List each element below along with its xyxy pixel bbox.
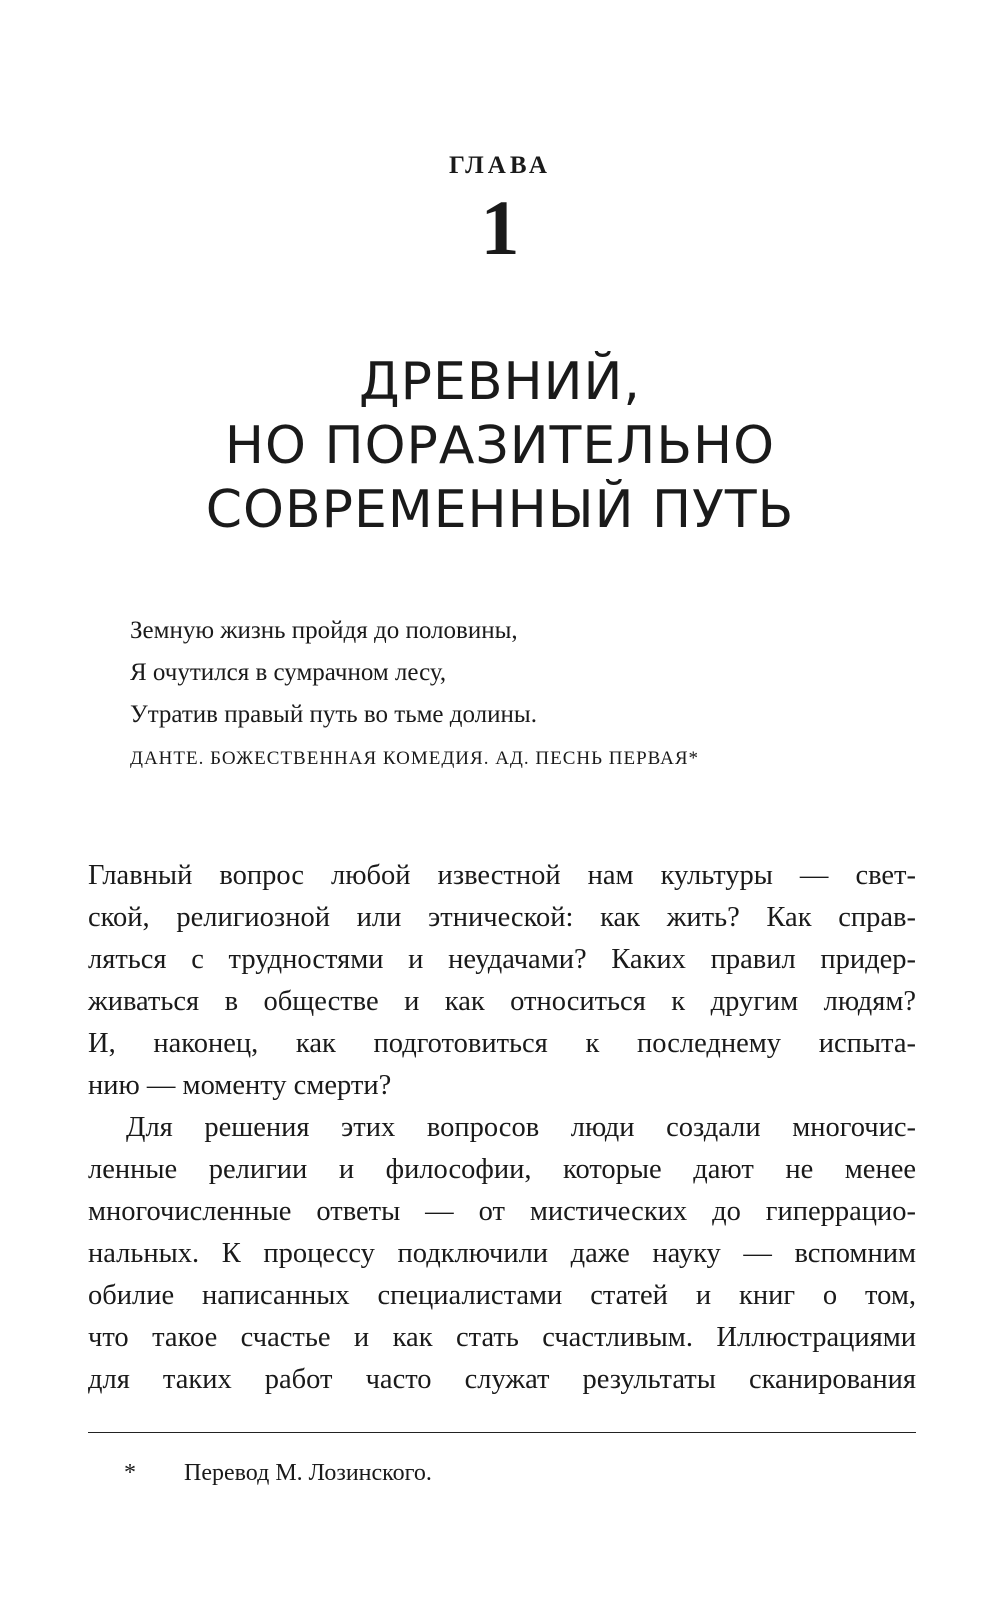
body-line: нию — моменту смерти? bbox=[88, 1070, 392, 1101]
body-line: многочисленные ответы — от мистических до гиперрацио- bbox=[88, 1196, 916, 1227]
chapter-number: 1 bbox=[480, 184, 520, 271]
footnote-divider bbox=[88, 1432, 916, 1433]
footnote bbox=[124, 1460, 432, 1487]
epigraph bbox=[130, 610, 890, 770]
epigraph-verse: Я очутился в сумрачном лесу, bbox=[130, 659, 447, 686]
body-line: для таких работ часто служат результаты сканирования bbox=[88, 1364, 916, 1395]
footnote-mark: * bbox=[124, 1460, 136, 1486]
epigraph-verse: Земную жизнь пройдя до половины, bbox=[130, 617, 518, 644]
epigraph-attribution: ДАНТЕ. БОЖЕСТВЕННАЯ КОМЕДИЯ. АД. ПЕСНЬ ПЕРВАЯ* bbox=[130, 748, 700, 769]
body-line: что такое счастье и как стать счастливым. Иллюстрациями bbox=[88, 1322, 916, 1353]
body-line: И, наконец, как подготовиться к последнему испыта- bbox=[88, 1028, 916, 1059]
epigraph-verse: Утратив правый путь во тьме долины. bbox=[130, 701, 537, 728]
chapter-title bbox=[0, 350, 1000, 542]
chapter-title-line: СОВРЕМЕННЫЙ ПУТЬ bbox=[205, 480, 795, 540]
body-line: ской, религиозной или этнической: как жить? Как справ- bbox=[88, 902, 916, 933]
body-line: ленные религии и философии, которые дают не менее bbox=[88, 1154, 916, 1185]
footnote-text: Перевод М. Лозинского. bbox=[184, 1460, 432, 1486]
body-line: ляться с трудностями и неудачами? Каких правил придер- bbox=[88, 944, 916, 975]
chapter-title-line: ДРЕВНИЙ, bbox=[359, 352, 641, 412]
chapter-label: ГЛАВА bbox=[449, 152, 551, 179]
chapter-title-line: НО ПОРАЗИТЕЛЬНО bbox=[224, 416, 776, 476]
body-text bbox=[88, 855, 916, 1401]
body-line: нальных. К процессу подключили даже науку — вспомним bbox=[88, 1238, 916, 1269]
body-line: живаться в обществе и как относиться к другим людям? bbox=[88, 986, 916, 1017]
body-line: Главный вопрос любой известной нам культуры — свет- bbox=[88, 860, 916, 891]
body-line: обилие написанных специалистами статей и книг о том, bbox=[88, 1280, 916, 1311]
body-line: Для решения этих вопросов люди создали многочис- bbox=[126, 1112, 916, 1143]
